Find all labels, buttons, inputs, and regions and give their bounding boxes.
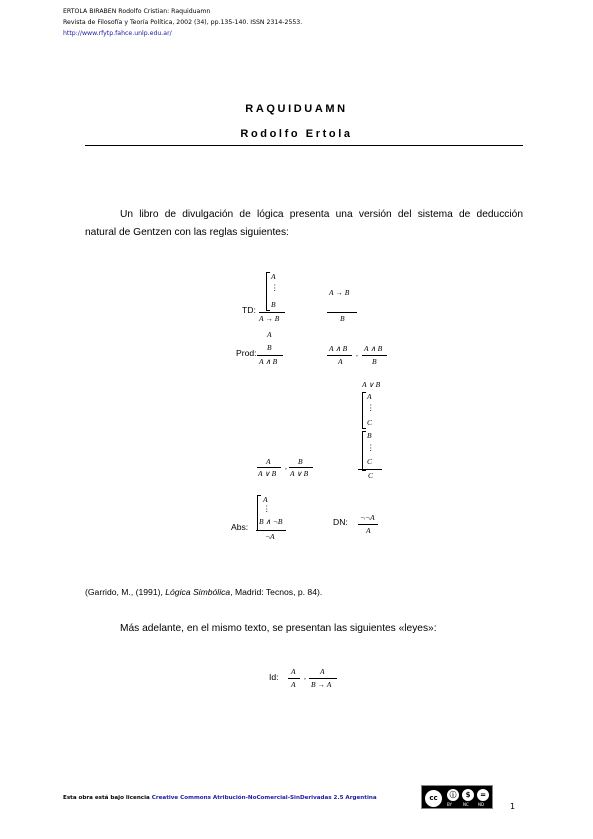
id-result: A [291, 680, 296, 689]
abs-result: ¬A [265, 532, 275, 541]
attribution-person-icon: ⓘ [446, 788, 460, 802]
id-inference-line [288, 678, 300, 679]
noncommercial-icon: $ [461, 788, 475, 802]
disj-elim-sub1-assumption: A [367, 392, 372, 401]
disj-intro-right-premise: B [298, 457, 303, 466]
mp-premise: A → B [329, 288, 350, 297]
k-inference-line [309, 678, 337, 679]
dn-result: A [366, 526, 371, 535]
conj-elim-left-result: A [338, 357, 343, 366]
header-journal-link[interactable]: http://www.rfytp.fahce.unlp.edu.ar/ [63, 30, 172, 37]
dn-label: DN: [333, 517, 348, 527]
badge-nd-text: ND [478, 802, 485, 807]
mp-inference-line [327, 312, 357, 313]
prod-inference-line [257, 355, 283, 356]
k-premise: A [320, 667, 325, 676]
id-label: Id: [269, 672, 279, 682]
disj-elim-premise: A ∨ B [362, 380, 381, 389]
disj-elim-sub2-assumption: B [367, 431, 372, 440]
disj-elim-result: C [368, 471, 374, 480]
disj-intro-left-premise: A [266, 457, 271, 466]
noderivatives-icon: = [476, 788, 490, 802]
header-citation-line1: ERTOLA BIRABEN Rodolfo Cristian: Raquiduamn [63, 8, 211, 15]
citation-book-title: Lógica Simbólica [165, 587, 231, 597]
conj-elim-right-premise: A ∧ B [364, 344, 383, 353]
disj-intro-left-result: A ∨ B [258, 469, 277, 478]
badge-by-text: BY [447, 802, 452, 807]
disj-elim-sub2-dots: ⋮ [367, 443, 375, 452]
page-number: 1 [510, 802, 516, 811]
id-premise: A [291, 667, 296, 676]
license-link[interactable]: Creative Commons Atribución-NoComercial-SinDerivadas 2.5 Argentina [151, 795, 377, 801]
abs-dots: ⋮ [263, 504, 271, 513]
disj-elim-sub1-dots: ⋮ [367, 403, 375, 412]
mp-result: B [340, 314, 345, 323]
license-prefix: Esta obra está bajo licencia [63, 795, 152, 801]
conj-elim-right-line [362, 355, 387, 356]
abs-conclusion: B ∧ ¬B [259, 517, 283, 526]
article-title: RAQUIDUAMN [245, 103, 348, 115]
title-rule [85, 145, 523, 146]
article-author: Rodolfo Ertola [240, 128, 353, 140]
disj-elim-subproof2-bracket [362, 431, 366, 471]
badge-nc-text: NC [463, 802, 469, 807]
td-dots: ⋮ [271, 283, 279, 292]
dn-inference-line [358, 524, 378, 525]
td-inference-line [259, 312, 285, 313]
conj-elim-left-premise: A ∧ B [329, 344, 348, 353]
conj-elim-right-result: B [372, 357, 377, 366]
td-result: A → B [259, 314, 280, 323]
abs-label: Abs: [231, 522, 249, 532]
conj-elim-comma: , [356, 349, 358, 358]
disj-elim-inference-line [358, 469, 382, 470]
header-citation-line2: Revista de Filosofía y Teoría Política, 2002 (34), pp.135-140. ISSN 2314-2553. [63, 19, 303, 26]
citation [85, 587, 322, 597]
disj-intro-right-line [289, 467, 313, 468]
citation-prefix: (Garrido, M., (1991), [85, 587, 166, 597]
td-label: TD: [242, 305, 256, 315]
laws-intro: Más adelante, en el mismo texto, se presentan las siguientes «leyes»: [120, 623, 437, 634]
k-result: B → A [311, 680, 332, 689]
disj-intro-left-line [257, 467, 281, 468]
prod-premise-b: B [267, 343, 272, 352]
disj-elim-sub2-conclusion: C [367, 457, 373, 466]
td-conclusion: B [271, 300, 276, 309]
abs-inference-line [256, 530, 286, 531]
abs-assumption: A [263, 495, 268, 504]
prod-result: A ∧ B [259, 357, 278, 366]
prod-premise-a: A [267, 330, 272, 339]
disj-elim-subproof1-bracket [362, 392, 366, 429]
license-notice [63, 795, 377, 801]
cc-license-badge[interactable] [421, 785, 493, 809]
td-assumption: A [271, 272, 276, 281]
citation-suffix: , Madrid: Tecnos, p. 84). [230, 587, 323, 597]
prod-label: Prod: [236, 348, 257, 358]
cc-logo-icon: cc [424, 789, 443, 808]
disj-intro-right-result: A ∨ B [290, 469, 309, 478]
intro-line-1: Un libro de divulgación de lógica presenta una versión del sistema de deducción [120, 209, 523, 220]
conj-elim-left-line [327, 355, 352, 356]
intro-line-2: natural de Gentzen con las reglas siguientes: [85, 227, 289, 238]
disj-intro-comma: , [285, 462, 287, 471]
laws-comma: , [304, 672, 306, 681]
disj-elim-sub1-conclusion: C [367, 418, 373, 427]
dn-premise: ¬¬A [360, 513, 375, 522]
td-subproof-bracket [266, 272, 270, 311]
